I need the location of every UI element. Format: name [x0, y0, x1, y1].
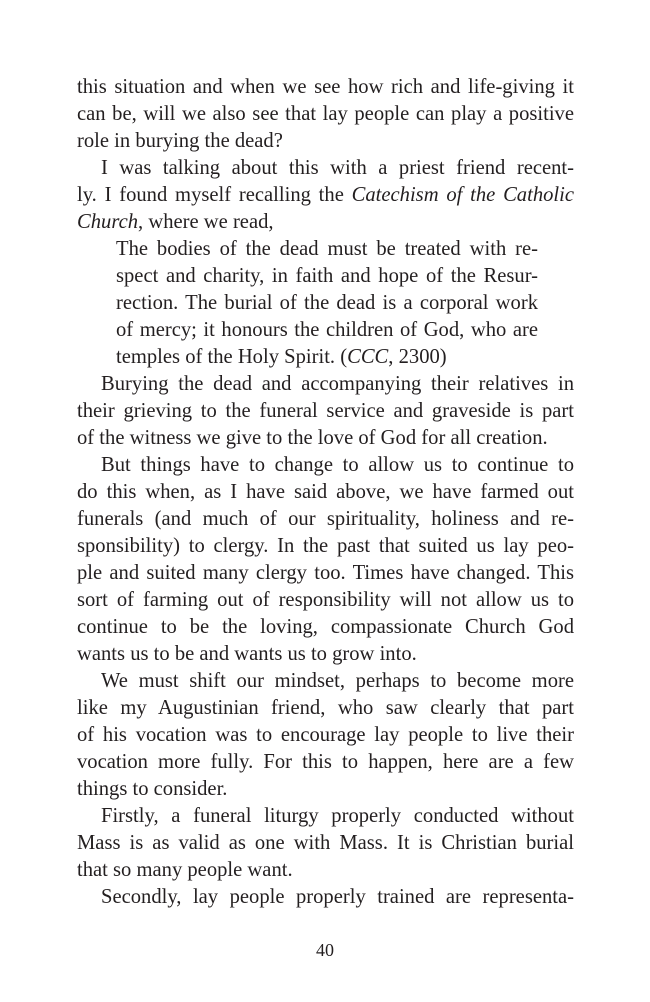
text-segment: vocation more fully. For this to happen, here are a few: [77, 751, 574, 773]
text-line: [77, 209, 574, 236]
text-segment: of the witness we give to the love of God for all creation.: [77, 427, 548, 449]
text-line: [77, 857, 574, 884]
text-segment: things to consider.: [77, 778, 228, 800]
italic-abbrev: CCC: [347, 346, 389, 368]
text-segment: , where we read,: [138, 211, 274, 233]
text-segment: Burying the dead and accompanying their relatives in: [101, 373, 574, 395]
text-segment: Firstly, a funeral liturgy properly conducted without: [101, 805, 574, 827]
text-segment: rection. The burial of the dead is a corporal work: [116, 292, 538, 314]
text-line: [101, 452, 574, 479]
text-line: [77, 695, 574, 722]
text-segment: We must shift our mindset, perhaps to become more: [101, 670, 574, 692]
text-line: [77, 641, 574, 668]
italic-title: Catechism of the Catholic: [351, 184, 574, 206]
text-segment: of his vocation was to encourage lay people to live their: [77, 724, 574, 746]
text-segment: role in burying the dead?: [77, 130, 283, 152]
text-segment: The bodies of the dead must be treated with re-: [116, 238, 538, 260]
text-segment: I was talking about this with a priest friend recent-: [101, 157, 574, 179]
text-segment: ple and suited many clergy too. Times have changed. This: [77, 562, 574, 584]
text-line: [77, 587, 574, 614]
text-line: [77, 560, 574, 587]
text-line: [101, 155, 574, 182]
quote-line: [116, 290, 538, 317]
text-segment: ly. I found myself recalling the: [77, 184, 352, 206]
text-line: [77, 182, 574, 209]
text-segment: spect and charity, in faith and hope of the Resur-: [116, 265, 538, 287]
italic-title: Church: [77, 211, 139, 233]
text-line: [77, 101, 574, 128]
text-segment: wants us to be and wants us to grow into.: [77, 643, 417, 665]
page-number: 40: [316, 940, 334, 960]
text-line: [101, 803, 574, 830]
text-segment: Mass is as valid as one with Mass. It is Christian burial: [77, 832, 574, 854]
text-line: [77, 74, 574, 101]
text-line: [77, 398, 574, 425]
text-line: [77, 830, 574, 857]
text-line: [101, 371, 574, 398]
text-segment: sponsibility) to clergy. In the past that suited us lay peo-: [77, 535, 574, 557]
text-line: [77, 479, 574, 506]
text-line: [77, 533, 574, 560]
quote-line: [116, 236, 538, 263]
quote-line: [116, 317, 538, 344]
text-line: [77, 506, 574, 533]
text-segment: Secondly, lay people properly trained are representa-: [101, 886, 574, 908]
text-line: [77, 425, 574, 452]
text-line: [77, 722, 574, 749]
text-segment: like my Augustinian friend, who saw clearly that part: [77, 697, 574, 719]
text-line: [77, 614, 574, 641]
text-segment: temples of the Holy Spirit. (: [116, 346, 348, 368]
text-segment: their grieving to the funeral service and graveside is part: [77, 400, 574, 422]
text-line: [101, 668, 574, 695]
quote-line: [116, 344, 538, 371]
text-segment: can be, will we also see that lay people can play a positive: [77, 103, 574, 125]
text-segment: funerals (and much of our spirituality, holiness and re-: [77, 508, 574, 530]
text-segment: this situation and when we see how rich and life-giving it: [77, 76, 574, 98]
text-segment: that so many people want.: [77, 859, 293, 881]
text-segment: continue to be the loving, compassionate Church God: [77, 616, 574, 638]
text-line: [77, 128, 574, 155]
text-segment: do this when, as I have said above, we have farmed out: [77, 481, 574, 503]
text-segment: sort of farming out of responsibility will not allow us to: [77, 589, 574, 611]
text-segment: , 2300): [388, 346, 447, 368]
quote-line: [116, 263, 538, 290]
text-segment: of mercy; it honours the children of God, who are: [116, 319, 538, 341]
text-line: [77, 776, 574, 803]
text-line: [77, 749, 574, 776]
text-line: [101, 884, 574, 911]
text-segment: But things have to change to allow us to continue to: [101, 454, 574, 476]
